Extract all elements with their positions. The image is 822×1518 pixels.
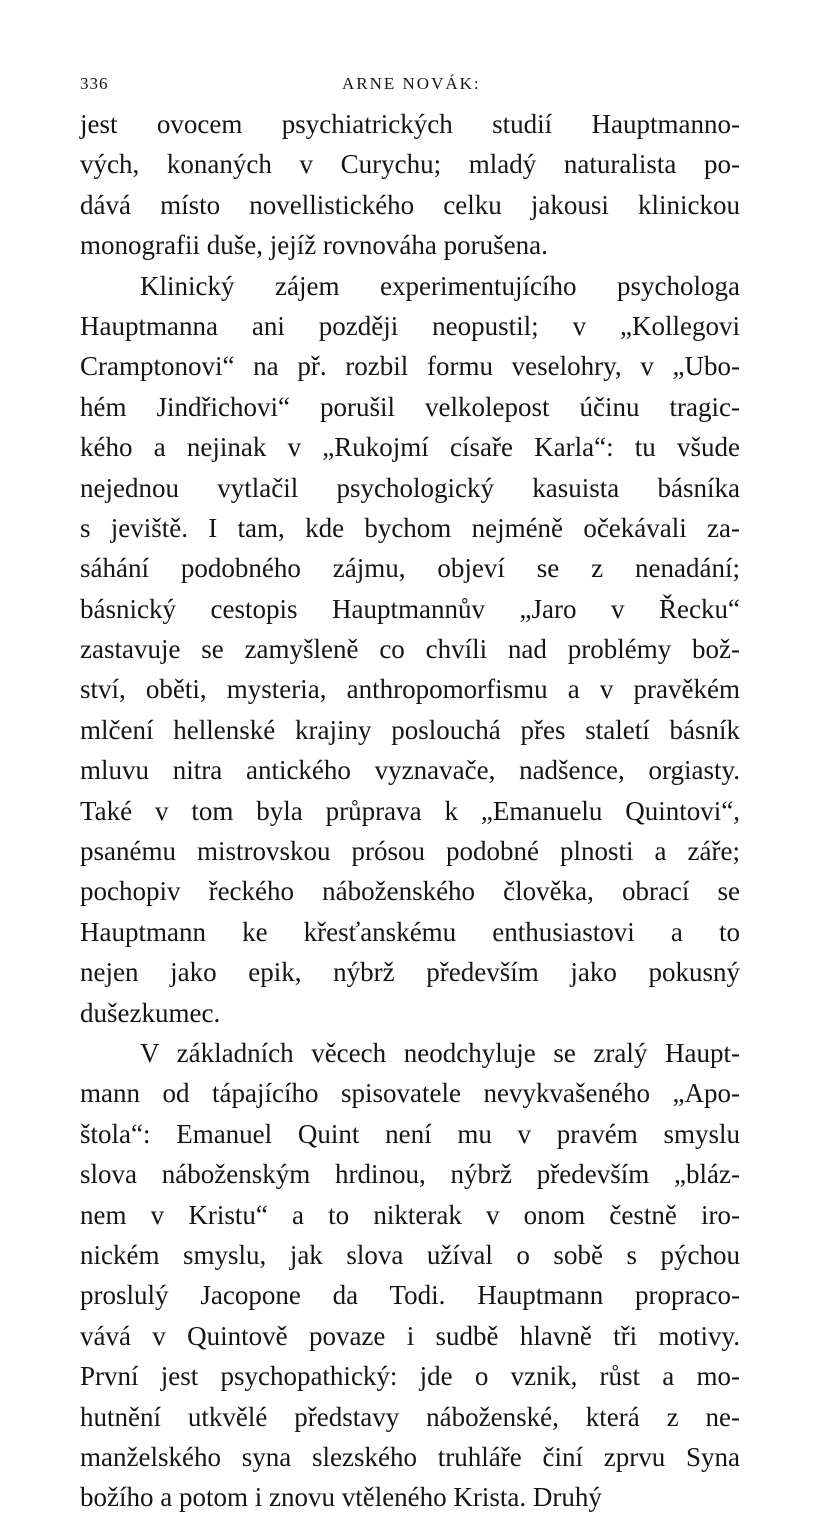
text-line: hutnění utkvělé představy náboženské, která z ne- — [80, 1401, 740, 1432]
text-line: pochopiv řeckého náboženského člověka, obrací se — [80, 876, 740, 907]
text-line: Cramptonovi“ na př. rozbil formu veselohry, v „Ubo- — [80, 351, 740, 382]
text-line: dušezkumec. — [80, 997, 221, 1028]
text-line: kého a nejinak v „Rukojmí císaře Karla“: tu všude — [80, 432, 740, 463]
text-line: nejednou vytlačil psychologický kasuista básníka — [80, 472, 740, 503]
text-line: s jeviště. I tam, kde bychom nejméně očekávali za- — [80, 512, 740, 543]
text-line: vých, konaných v Curychu; mladý naturalista po- — [80, 149, 740, 180]
text-line: manželského syna slezského truhláře činí zprvu Syna — [80, 1441, 740, 1472]
text-line: psanému mistrovskou prósou podobné plnosti a záře; — [80, 836, 740, 867]
text-line: proslulý Jacopone da Todi. Hauptmann propraco- — [80, 1280, 740, 1311]
text-line: štola“: Emanuel Quint není mu v pravém smyslu — [80, 1118, 740, 1149]
text-line: mlčení hellenské krajiny poslouchá přes staletí básník — [80, 714, 740, 745]
text-line: Hauptmanna ani později neopustil; v „Kollegovi — [80, 310, 740, 341]
text-line: nickém smyslu, jak slova užíval o sobě s pýchou — [80, 1239, 740, 1270]
running-title: ARNE NOVÁK: — [342, 74, 481, 93]
paragraph — [80, 266, 740, 1033]
text-line: První jest psychopathický: jde o vznik, růst a mo- — [80, 1361, 740, 1392]
text-line: mann od tápajícího spisovatele nevykvašeného „Apo- — [80, 1078, 740, 1109]
text-line: jest ovocem psychiatrických studií Hauptmanno- — [80, 109, 740, 139]
text-line: slova náboženským hrdinou, nýbrž především „bláz- — [80, 1159, 740, 1190]
text-line: nem v Kristu“ a to nikterak v onom čestně iro- — [80, 1199, 740, 1230]
text-line: básnický cestopis Hauptmannův „Jaro v Řecku“ — [80, 593, 740, 624]
text-line: dává místo novellistického celku jakousi klinickou — [80, 189, 740, 220]
text-line: vává v Quintově povaze i sudbě hlavně tři motivy. — [80, 1320, 740, 1351]
paragraph — [80, 104, 740, 266]
page-number: 336 — [80, 74, 109, 93]
text-line: mluvu nitra antického vyznavače, nadšence, orgiasty. — [80, 755, 740, 786]
text-line: ství, oběti, mysteria, anthropomorfismu a v pravěkém — [80, 674, 740, 705]
text-line: V základních věcech neodchyluje se zralý Haupt- — [140, 1037, 740, 1068]
text-line: Také v tom byla průprava k „Emanuelu Quintovi“, — [80, 795, 740, 826]
text-line: nejen jako epik, nýbrž především jako pokusný — [80, 957, 740, 988]
text-line: hém Jindřichovi“ porušil velkolepost účinu tragic- — [80, 391, 740, 422]
text-line: zastavuje se zamyšleně co chvíli nad problémy bož- — [80, 634, 740, 665]
text-line: monografii duše, jejíž rovnováha porušena. — [80, 230, 548, 261]
text-line: Hauptmann ke křesťanskému enthusiastovi a to — [80, 916, 740, 947]
text-line: sáhání podobného zájmu, objeví se z nenadání; — [80, 553, 740, 584]
paragraph — [80, 1033, 740, 1518]
text-line: božího a potom i znovu vtěleného Krista. Druhý — [80, 1482, 602, 1513]
book-page — [80, 64, 740, 1518]
text-line: Klinický zájem experimentujícího psychologa — [140, 270, 740, 301]
running-head — [80, 64, 740, 104]
